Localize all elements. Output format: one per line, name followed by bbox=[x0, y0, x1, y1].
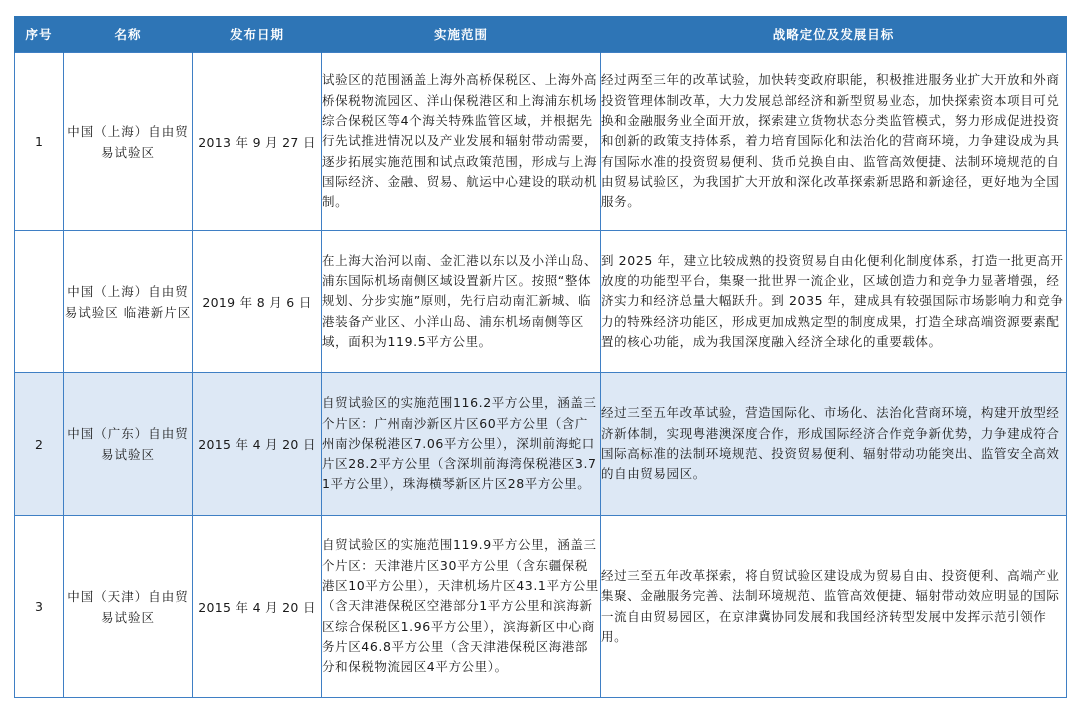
table-row bbox=[15, 373, 1067, 516]
implementation-scope: 自贸试验区的实施范围119.9平方公里，涵盖三个片区：天津港片区30平方公里（含东疆保税港区10平方公里），天津机场片区43.1平方公里（含天津港保税区空港部分1平方公里和滨海新区综合保税区1.96平方公里），滨海新区中心商务片区46.8平方公里（含天津港保税区海港部分和保税物流园区4平方公里）。 bbox=[322, 516, 601, 698]
implementation-scope: 在上海大治河以南、金汇港以东以及小洋山岛、浦东国际机场南侧区域设置新片区。按照“整体规划、分步实施”原则，先行启动南汇新城、临港装备产业区、小洋山岛、浦东机场南侧等区域，面积为119.5平方公里。 bbox=[322, 231, 601, 373]
strategic-goal: 经过三至五年改革探索，将自贸试验区建设成为贸易自由、投资便利、高端产业集聚、金融服务完善、法制环境规范、监管高效便捷、辐射带动效应明显的国际一流自由贸易园区，在京津冀协同发展和我国经济转型发展中发挥示范引领作用。 bbox=[601, 516, 1067, 698]
header-release-date: 发布日期 bbox=[193, 16, 322, 53]
header-scope: 实施范围 bbox=[322, 16, 601, 53]
free-trade-zone-table bbox=[14, 16, 1067, 698]
table-row bbox=[15, 53, 1067, 231]
zone-name: 中国（上海）自由贸易试验区 bbox=[64, 53, 193, 231]
strategic-goal: 到 2025 年，建立比较成熟的投资贸易自由化便利化制度体系，打造一批更高开放度的功能型平台，集聚一批世界一流企业，区域创造力和竞争力显著增强，经济实力和经济总量大幅跃升。到 2035 年，建成具有较强国际市场影响力和竞争力的特殊经济功能区，形成更加成熟定型的制度成果，打造全球高端资源要素配置的核心功能，成为我国深度融入经济全球化的重要载体。 bbox=[601, 231, 1067, 373]
table-row bbox=[15, 516, 1067, 698]
strategic-goal: 经过三至五年改革试验，营造国际化、市场化、法治化营商环境，构建开放型经济新体制，实现粤港澳深度合作，形成国际经济合作竞争新优势，力争建成符合国际高标准的法制环境规范、投资贸易便利、辐射带动功能突出、监管安全高效的自由贸易园区。 bbox=[601, 373, 1067, 516]
zone-name: 中国（天津）自由贸易试验区 bbox=[64, 516, 193, 698]
row-index: 2 bbox=[15, 373, 64, 516]
implementation-scope: 试验区的范围涵盖上海外高桥保税区、上海外高桥保税物流园区、洋山保税港区和上海浦东机场综合保税区等4个海关特殊监管区域，并根据先行先试推进情况以及产业发展和辐射带动需要，逐步拓展实施范围和试点政策范围，形成与上海国际经济、金融、贸易、航运中心建设的联动机制。 bbox=[322, 53, 601, 231]
header-index: 序号 bbox=[15, 16, 64, 53]
row-index: 1 bbox=[15, 53, 64, 231]
release-date: 2015 年 4 月 20 日 bbox=[193, 373, 322, 516]
release-date: 2015 年 4 月 20 日 bbox=[193, 516, 322, 698]
header-name: 名称 bbox=[64, 16, 193, 53]
row-index bbox=[15, 231, 64, 373]
implementation-scope: 自贸试验区的实施范围116.2平方公里，涵盖三个片区：广州南沙新区片区60平方公里（含广州南沙保税港区7.06平方公里），深圳前海蛇口片区28.2平方公里（含深圳前海湾保税港区3.71平方公里），珠海横琴新区片区28平方公里。 bbox=[322, 373, 601, 516]
zone-name: 中国（上海）自由贸易试验区 临港新片区 bbox=[64, 231, 193, 373]
table-row bbox=[15, 231, 1067, 373]
release-date: 2019 年 8 月 6 日 bbox=[193, 231, 322, 373]
table-header-row bbox=[15, 16, 1067, 53]
strategic-goal: 经过两至三年的改革试验，加快转变政府职能，积极推进服务业扩大开放和外商投资管理体制改革，大力发展总部经济和新型贸易业态，加快探索资本项目可兑换和金融服务业全面开放，探索建立货物状态分类监管模式，努力形成促进投资和创新的政策支持体系，着力培育国际化和法治化的营商环境，力争建设成为具有国际水准的投资贸易便利、货币兑换自由、监管高效便捷、法制环境规范的自由贸易试验区，为我国扩大开放和深化改革探索新思路和新途径，更好地为全国服务。 bbox=[601, 53, 1067, 231]
header-strategic-goal: 战略定位及发展目标 bbox=[601, 16, 1067, 53]
row-index: 3 bbox=[15, 516, 64, 698]
zone-name: 中国（广东）自由贸易试验区 bbox=[64, 373, 193, 516]
release-date: 2013 年 9 月 27 日 bbox=[193, 53, 322, 231]
